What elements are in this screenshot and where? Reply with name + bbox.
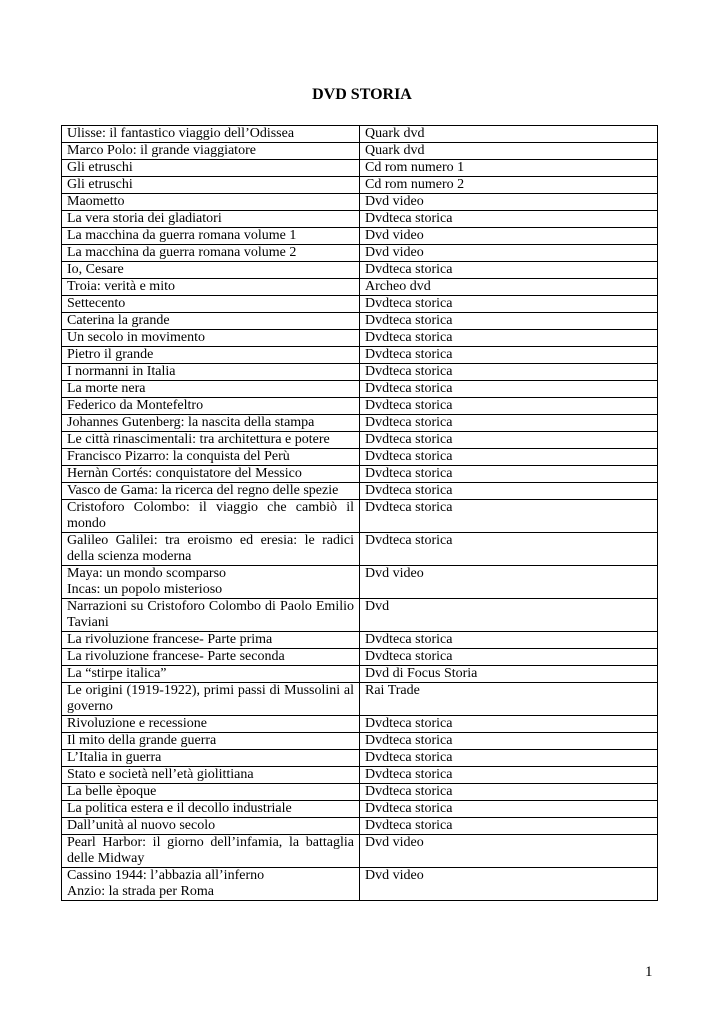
dvd-source-cell: Cd rom numero 2 [360,177,658,194]
table-row [62,279,658,296]
dvd-title-cell [62,716,360,733]
dvd-title-line: Anzio: la strada per Roma [67,884,214,899]
dvd-title-line: La rivoluzione francese- Parte seconda [67,649,285,664]
dvd-source-cell: Cd rom numero 1 [360,160,658,177]
dvd-title-cell [62,228,360,245]
table-row [62,767,658,784]
dvd-title-line: Pietro il grande [67,347,154,362]
dvd-title-line: Marco Polo: il grande viaggiatore [67,143,256,158]
dvd-source-cell: Quark dvd [360,143,658,160]
dvd-title-line: La vera storia dei gladiatori [67,211,222,226]
table-row [62,632,658,649]
dvd-source-cell: Dvdteca storica [360,801,658,818]
dvd-title-line: Maometto [67,194,125,209]
dvd-source-cell: Quark dvd [360,126,658,143]
dvd-title-line: Hernàn Cortés: conquistatore del Messico [67,466,302,481]
dvd-title-cell [62,649,360,666]
dvd-source-cell: Dvdteca storica [360,750,658,767]
dvd-title-line: L’Italia in guerra [67,750,162,765]
table-row [62,599,658,632]
dvd-title-cell [62,466,360,483]
dvd-title-line: La morte nera [67,381,146,396]
dvd-source-cell: Dvdteca storica [360,347,658,364]
table-row [62,381,658,398]
table-row [62,818,658,835]
dvd-title-cell [62,632,360,649]
dvd-title-cell [62,801,360,818]
dvd-source-cell: Dvdteca storica [360,364,658,381]
dvd-title-cell [62,818,360,835]
dvd-title-line: Gli etruschi [67,160,133,175]
dvd-source-cell: Dvdteca storica [360,432,658,449]
dvd-title-line: Narrazioni su Cristoforo Colombo di Paolo Emilio Taviani [67,599,354,630]
table-row [62,432,658,449]
table-row [62,868,658,901]
table-row [62,245,658,262]
dvd-title-line: Troia: verità e mito [67,279,175,294]
dvd-title-line: Rivoluzione e recessione [67,716,207,731]
dvd-source-cell: Dvdteca storica [360,533,658,566]
dvd-title-cell [62,868,360,901]
dvd-title-cell [62,296,360,313]
table-row [62,177,658,194]
dvd-title-cell [62,160,360,177]
dvd-title-line: Il mito della grande guerra [67,733,217,748]
dvd-title-cell [62,666,360,683]
dvd-source-cell: Dvdteca storica [360,649,658,666]
dvd-title-cell [62,432,360,449]
dvd-title-line: Le città rinascimentali: tra architettura e potere [67,432,330,447]
dvd-title-cell [62,177,360,194]
table-row [62,784,658,801]
dvd-title-line: Un secolo in movimento [67,330,206,345]
dvd-title-cell [62,767,360,784]
dvd-title-cell [62,398,360,415]
dvd-title-line: Ulisse: il fantastico viaggio dell’Odissea [67,126,295,141]
dvd-source-cell: Dvdteca storica [360,818,658,835]
dvd-source-cell: Dvdteca storica [360,313,658,330]
table-row [62,415,658,432]
dvd-source-cell: Dvdteca storica [360,211,658,228]
dvd-title-line: Maya: un mondo scomparso [67,566,227,581]
dvd-title-line: I normanni in Italia [67,364,176,379]
page-title: DVD STORIA [312,86,412,103]
dvd-title-line: Gli etruschi [67,177,133,192]
dvd-source-cell: Dvdteca storica [360,296,658,313]
dvd-source-cell: Dvd video [360,566,658,599]
dvd-source-cell: Dvd video [360,868,658,901]
dvd-title-cell [62,126,360,143]
table-row [62,398,658,415]
dvd-title-line: Io, Cesare [67,262,124,277]
dvd-title-line: Federico da Montefeltro [67,398,204,413]
dvd-title-line: La macchina da guerra romana volume 2 [67,245,297,260]
table-row [62,228,658,245]
table-row [62,801,658,818]
dvd-title-cell [62,599,360,632]
dvd-title-line: Johannes Gutenberg: la nascita della stampa [67,415,315,430]
dvd-title-cell [62,279,360,296]
table-row [62,683,658,716]
dvd-source-cell: Dvd di Focus Storia [360,666,658,683]
table-row [62,449,658,466]
dvd-title-cell [62,262,360,279]
dvd-title-cell [62,733,360,750]
dvd-title-cell [62,566,360,599]
dvd-source-cell: Dvd video [360,194,658,211]
dvd-title-cell [62,313,360,330]
table-row [62,716,658,733]
dvd-title-line: Cristoforo Colombo: il viaggio che cambiò il mondo [67,500,354,531]
table-row [62,126,658,143]
table-row [62,733,658,750]
table-row [62,466,658,483]
table-row [62,566,658,599]
dvd-title-cell [62,533,360,566]
table-row [62,143,658,160]
dvd-title-cell [62,330,360,347]
table-row [62,500,658,533]
dvd-title-line: Le origini (1919-1922), primi passi di Mussolini al governo [67,683,354,714]
dvd-title-line: La “stirpe italica” [67,666,167,681]
dvd-title-cell [62,143,360,160]
dvd-title-line: La macchina da guerra romana volume 1 [67,228,297,243]
dvd-source-cell: Dvdteca storica [360,483,658,500]
dvd-title-line: La politica estera e il decollo industriale [67,801,292,816]
dvd-title-cell [62,194,360,211]
dvd-source-cell: Dvd video [360,835,658,868]
page-number: 1 [645,964,653,980]
dvd-source-cell: Dvdteca storica [360,716,658,733]
dvd-source-cell: Dvdteca storica [360,733,658,750]
table-row [62,296,658,313]
dvd-title-cell [62,415,360,432]
dvd-title-cell [62,683,360,716]
dvd-source-cell: Dvdteca storica [360,381,658,398]
dvd-title-line: Incas: un popolo misterioso [67,582,223,597]
dvd-source-cell: Dvdteca storica [360,330,658,347]
dvd-title-cell [62,500,360,533]
dvd-title-cell [62,784,360,801]
dvd-source-cell: Dvdteca storica [360,398,658,415]
table-row [62,347,658,364]
dvd-title-line: Francisco Pizarro: la conquista del Perù [67,449,290,464]
dvd-title-cell [62,381,360,398]
dvd-title-line: Cassino 1944: l’abbazia all’inferno [67,868,265,883]
dvd-title-cell [62,835,360,868]
dvd-source-cell: Dvd video [360,245,658,262]
dvd-title-line: La rivoluzione francese- Parte prima [67,632,273,647]
table-row [62,262,658,279]
table-row [62,533,658,566]
dvd-title-line: La belle èpoque [67,784,157,799]
table-row [62,194,658,211]
dvd-title-cell [62,449,360,466]
dvd-title-cell [62,364,360,381]
dvd-table-body [62,126,658,901]
dvd-source-cell: Rai Trade [360,683,658,716]
table-row [62,211,658,228]
table-row [62,649,658,666]
dvd-source-cell: Dvdteca storica [360,415,658,432]
table-row [62,835,658,868]
dvd-title-line: Stato e società nell’età giolittiana [67,767,254,782]
table-row [62,750,658,767]
table-row [62,483,658,500]
dvd-source-cell: Dvdteca storica [360,632,658,649]
dvd-title-cell [62,245,360,262]
table-row [62,666,658,683]
dvd-title-cell [62,347,360,364]
dvd-source-cell: Dvdteca storica [360,262,658,279]
dvd-source-cell: Dvdteca storica [360,466,658,483]
dvd-source-cell: Archeo dvd [360,279,658,296]
dvd-title-cell [62,211,360,228]
dvd-title-line: Settecento [67,296,126,311]
dvd-source-cell: Dvdteca storica [360,500,658,533]
dvd-title-line: Caterina la grande [67,313,170,328]
dvd-source-cell: Dvdteca storica [360,784,658,801]
dvd-title-cell [62,483,360,500]
table-row [62,330,658,347]
dvd-source-cell: Dvdteca storica [360,449,658,466]
table-row [62,160,658,177]
table-row [62,313,658,330]
dvd-table [61,125,658,901]
dvd-title-line: Dall’unità al nuovo secolo [67,818,216,833]
dvd-title-line: Vasco de Gama: la ricerca del regno delle spezie [67,483,339,498]
dvd-title-cell [62,750,360,767]
dvd-source-cell: Dvd video [360,228,658,245]
dvd-source-cell: Dvd [360,599,658,632]
dvd-title-line: Galileo Galilei: tra eroismo ed eresia: le radici della scienza moderna [67,533,354,564]
table-row [62,364,658,381]
dvd-source-cell: Dvdteca storica [360,767,658,784]
dvd-title-line: Pearl Harbor: il giorno dell’infamia, la battaglia delle Midway [67,835,354,866]
